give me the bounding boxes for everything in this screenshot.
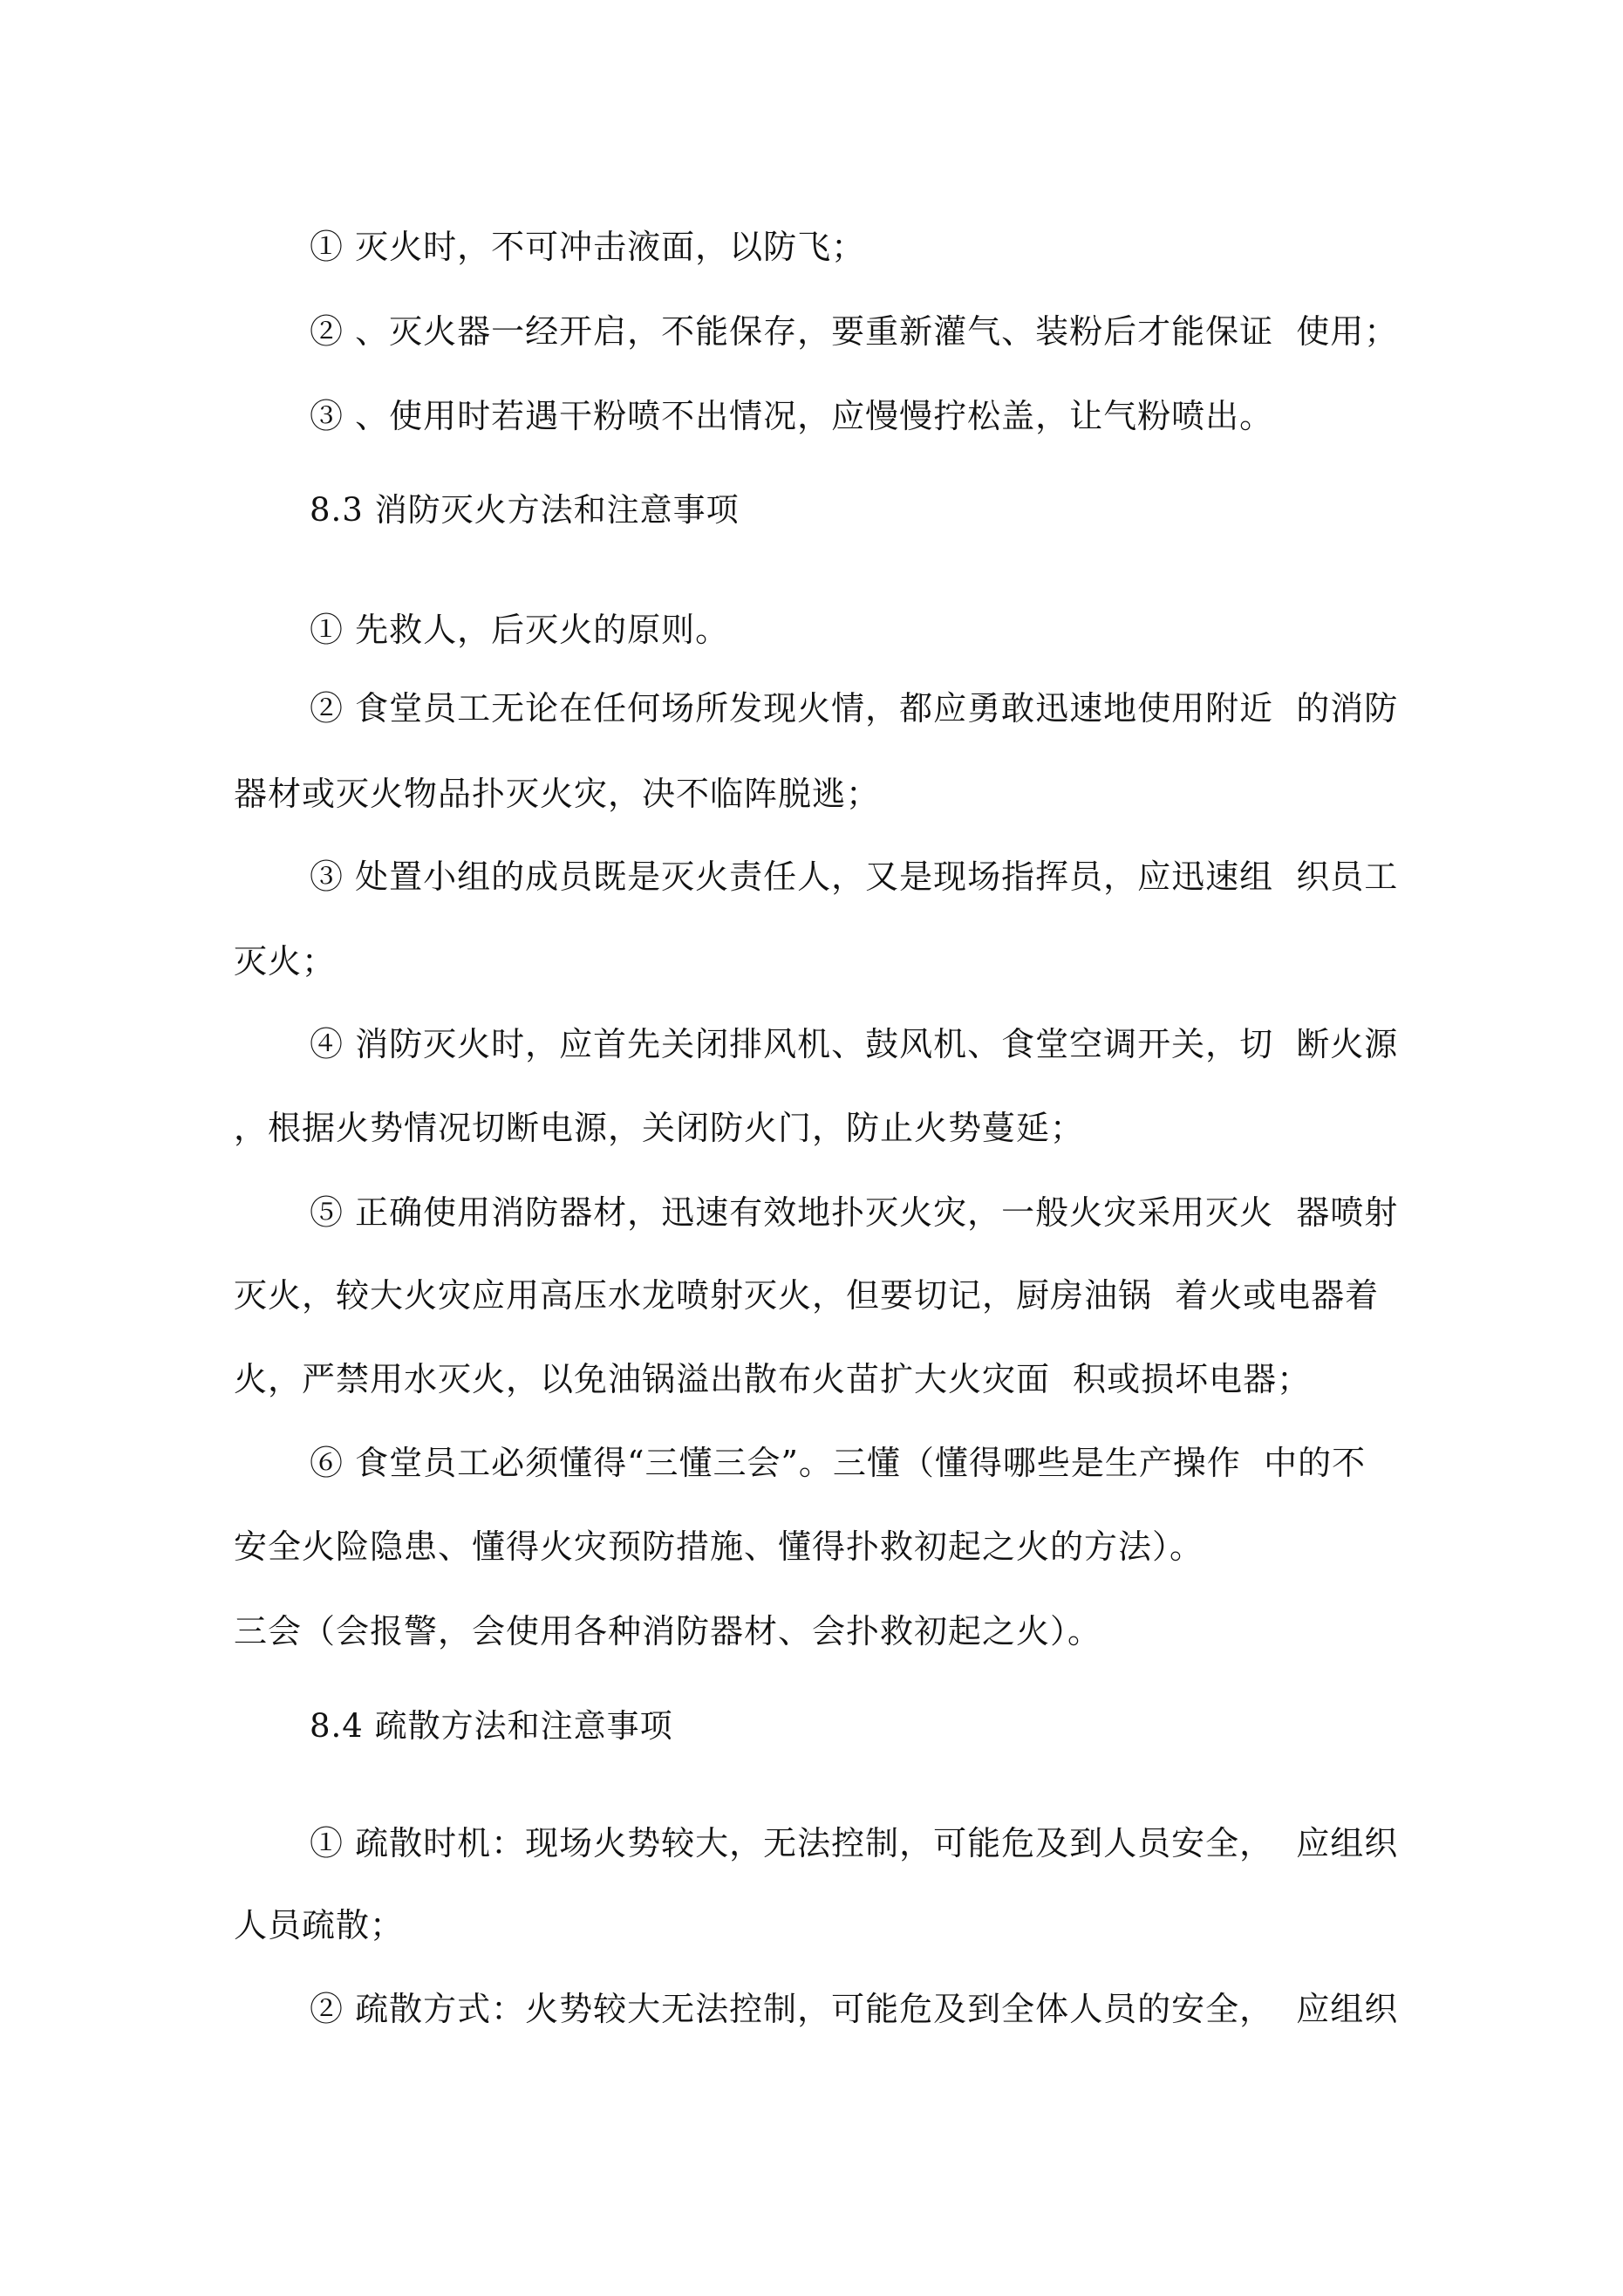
text-line: ② 、灭火器一经开启，不能保存，要重新灌气、装粉后才能保证 使用； bbox=[310, 312, 1399, 351]
text-line: 安全火险隐患、懂得火灾预防措施、懂得扑救初起之火的方法）。 bbox=[234, 1527, 1204, 1566]
text-line: ① 灭火时，不可冲击液面，以防飞； bbox=[310, 228, 866, 266]
text-line: ④ 消防灭火时，应首先关闭排风机、鼓风机、食堂空调开关，切 断火源 bbox=[310, 1025, 1399, 1063]
text-line: ② 疏散方式：火势较大无法控制，可能危及到全体人员的安全， 应组织 bbox=[310, 1990, 1399, 2028]
text-line: ，根据火势情况切断电源，关闭防火门，防止火势蔓延； bbox=[234, 1109, 1085, 1147]
text-line: 灭火； bbox=[234, 942, 337, 981]
text-line: 三会（会报警，会使用各种消防器材、会扑救初起之火）。 bbox=[234, 1612, 1102, 1650]
text-line: ⑤ 正确使用消防器材，迅速有效地扑灭火灾，一般火灾采用灭火 器喷射 bbox=[310, 1193, 1399, 1232]
text-line: 火，严禁用水灭火，以免油锅溢出散布火苗扩大火灾面 积或损坏电器； bbox=[234, 1360, 1312, 1398]
section-heading: 8.4 疏散方法和注意事项 bbox=[310, 1707, 673, 1745]
text-line: 灭火，较大火灾应用高压水龙喷射灭火，但要切记，厨房油锅 着火或电器着 bbox=[234, 1276, 1380, 1315]
text-line: 人员疏散； bbox=[234, 1906, 405, 1944]
text-line: 器材或灭火物品扑灭火灾，决不临阵脱逃； bbox=[234, 775, 881, 813]
text-line: ① 疏散时机：现场火势较大，无法控制，可能危及到人员安全， 应组织 bbox=[310, 1824, 1399, 1862]
text-line: ⑥ 食堂员工必须懂得“三懂三会”。三懂（懂得哪些是生产操作 中的不 bbox=[310, 1444, 1367, 1482]
text-line: ③ 、使用时若遇干粉喷不出情况，应慢慢拧松盖，让气粉喷出。 bbox=[310, 397, 1274, 435]
text-line: ② 食堂员工无论在任何场所发现火情，都应勇敢迅速地使用附近 的消防 bbox=[310, 689, 1399, 728]
text-line: ③ 处置小组的成员既是灭火责任人，又是现场指挥员，应迅速组 织员工 bbox=[310, 858, 1399, 896]
section-heading: 8.3 消防灭火方法和注意事项 bbox=[310, 491, 740, 529]
text-line: ① 先救人，后灭火的原则。 bbox=[310, 611, 730, 649]
